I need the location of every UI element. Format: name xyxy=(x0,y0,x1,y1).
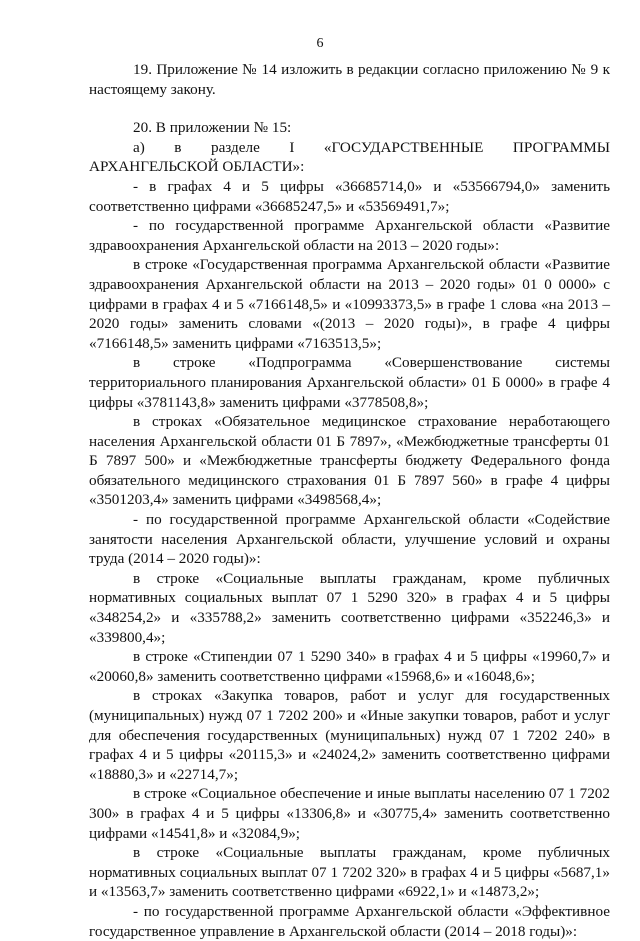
paragraph-row-social-security: в строке «Социальное обеспечение и иные выплаты населению 07 1 7202 300» в графах 4 и 5 цифры «13306,8» и «30775,4» заменить соответственно цифрами «14541,8» и «32084,9»; xyxy=(89,785,610,842)
paragraph-row-social-payments-7202: в строке «Социальные выплаты гражданам, кроме публичных нормативных социальных выплат 07 1 7202 320» в графах 4 и 5 цифры «5687,1» и «13563,7» заменить соответственно цифрами «6922,1» и «14873,2»; xyxy=(89,844,610,901)
document-body xyxy=(89,60,610,941)
paragraph-row-stipends: в строке «Стипендии 07 1 5290 340» в графах 4 и 5 цифры «19960,7» и «20060,8» заменить соответственно цифрами «15968,6» и «16048,6»; xyxy=(89,648,610,685)
page-number: 6 xyxy=(316,36,324,51)
paragraph-row-social-payments-5290: в строке «Социальные выплаты гражданам, кроме публичных нормативных социальных выплат 07 1 5290 320» в графах 4 и 5 цифры «348254,2» и «335788,2» заменить соответственно цифрами «352246,3» и «339800,4»; xyxy=(89,569,610,646)
paragraph-program-employment: - по государственной программе Архангельской области «Содействие занятости населения Архангельской области, улучшение условий и охраны труда (2014 – 2020 годы)»: xyxy=(89,511,610,568)
paragraph-gap xyxy=(89,99,610,118)
paragraph-program-governance: - по государственной программе Архангельской области «Эффективное государственное управление в Архангельской области (2014 – 2018 годы)»: xyxy=(89,902,610,940)
paragraph-section-a: а) в разделе I «ГОСУДАРСТВЕННЫЕ ПРОГРАММЫ АРХАНГЕЛЬСКОЙ ОБЛАСТИ»: xyxy=(89,138,610,176)
paragraph-rows-insurance: в строках «Обязательное медицинское страхование неработающего населения Архангельской области 01 Б 7897», «Межбюджетные трансферты 01 Б 7897 500» и «Межбюджетные трансферты бюджету Федерального фонда обязательного медицинского страхования 01 Б 7897 560» в графе 4 цифры «3501203,4» заменить цифрами «3498568,4»; xyxy=(89,413,610,509)
paragraph-row-subprogram: в строке «Подпрограмма «Совершенствование системы территориального планирования Архангельской области» 01 Б 0000» в графе 4 цифры «3781143,8» заменить цифрами «3778508,8»; xyxy=(89,354,610,411)
paragraph-item-20: 20. В приложении № 15: xyxy=(133,119,292,137)
paragraph-program-healthcare: - по государственной программе Архангельской области «Развитие здравоохранения Архангельской области на 2013 – 2020 годы»: xyxy=(89,217,610,254)
paragraph-rows-procurement: в строках «Закупка товаров, работ и услуг для государственных (муниципальных) нужд 07 1 7202 200» и «Иные закупки товаров, работ и услуг для обеспечения государственных (муниципальных) нужд 07 1 7202 240» в графах 4 и 5 цифры «20115,3» и «24024,2» заменить соответственно цифрами «18880,3» и «22714,7»; xyxy=(89,687,610,783)
paragraph-row-state-program: в строке «Государственная программа Архангельской области «Развитие здравоохранения Архангельской области на 2013 – 2020 годы» 01 0 0000» с цифрами в графах 4 и 5 «7166148,5» и «10993373,5» в графе 1 слова «на 2013 – 2020 годы» заменить словами «(2013 – 2020 годы)», в графе 4 цифры «7166148,5» заменить цифрами «7163513,5»; xyxy=(89,256,610,352)
paragraph-columns-4-5: - в графах 4 и 5 цифры «36685714,0» и «53566794,0» заменить соответственно цифрами «36685247,5» и «53569491,7»; xyxy=(89,177,610,215)
paragraph-item-19: 19. Приложение № 14 изложить в редакции согласно приложению № 9 к настоящему закону. xyxy=(89,61,610,98)
